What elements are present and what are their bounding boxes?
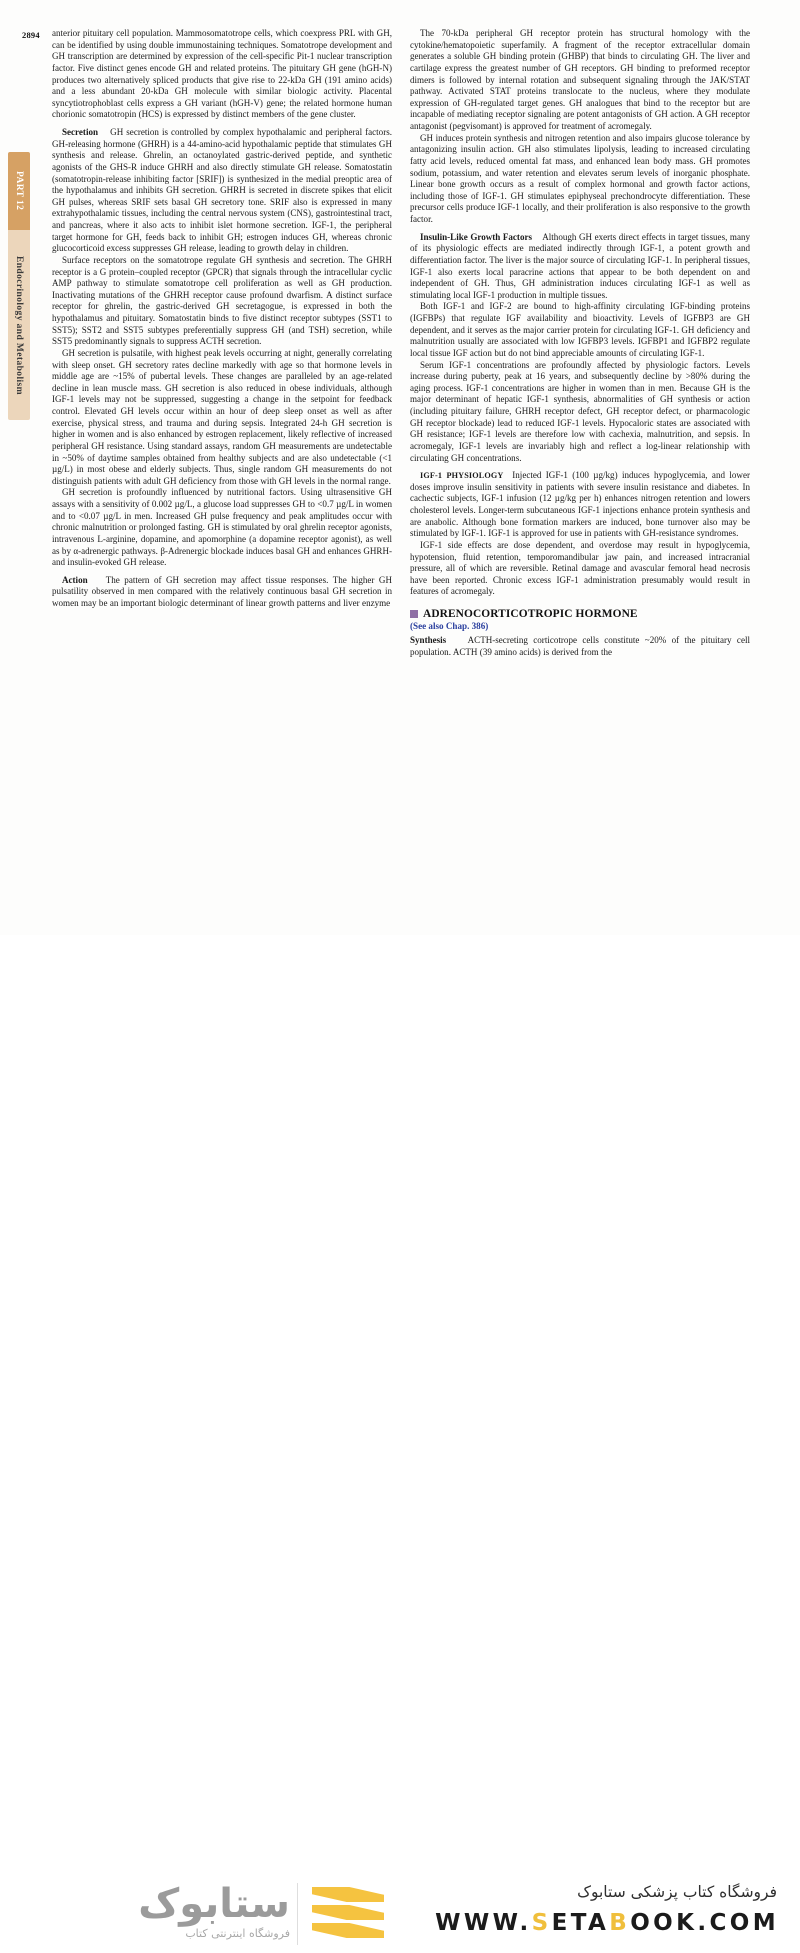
paragraph: IGF-1 side effects are dose dependent, and overdose may result in hypoglycemia, hypotension, fluid retention, temporomandibular jaw pain, and increased intracranial pressure, all of which are reversible. Retinal damage and avascular femoral head necrosis have been reported. Chronic excess IGF-1 administration presumably would result in features of acromegaly. bbox=[410, 539, 750, 597]
right-column bbox=[410, 28, 750, 928]
paragraph: GH secretion is profoundly influenced by nutritional factors. Using ultrasensitive GH assays with a sensitivity of 0.002 µg/L, a glucose load suppresses GH to <0.7 µg/L in women and to <0.07 µg/L in men. Increased GH pulse frequency and peak amplitudes occur with chronic malnutrition or prolonged fasting. GH is stimulated by oral ghrelin receptor agonists, intravenous L-arginine, dopamine, and apomorphine (a dopamine receptor agonist), as well as by α-adrenergic pathways. β-Adrenergic blockade induces basal GH and enhances GHRH- and insulin-evoked GH release. bbox=[52, 487, 392, 568]
run-in-head-secretion: Secretion bbox=[62, 127, 99, 137]
paragraph-insulin-like-growth-factors bbox=[410, 232, 750, 302]
section-heading-adrenocorticotropic-hormone bbox=[410, 608, 750, 620]
site-tagline-fa: فروشگاه کتاب پزشکی ستابوک bbox=[577, 1883, 777, 1901]
site-url-b: B bbox=[609, 1910, 631, 1936]
paragraph-text: GH secretion is controlled by complex hypothalamic and peripheral factors. GH-releasing hormone (GHRH) is a 44-amino-acid hypothalamic peptide that stimulates GH synthesis and release. Ghrelin, an octanoylated gastric-derived peptide, and synthetic agonists of the GHS-R induce GHRH and also directly stimulate GH release. Somatostatin (somatotropin-release inhibiting factor [SRIF]) is synthesized in the medial preoptic area of the hypothalamus and inhibits GH secretion. GHRH is secreted in discrete spikes that elicit GH pulses, whereas SRIF sets basal GH secretory tone. SRIF also is expressed in many extrahypothalamic tissues, including the central nervous system (CNS), gastrointestinal tract, and pancreas, where it also acts to inhibit islet hormone secretion. IGF-1, the peripheral target hormone for GH, feeds back to inhibit GH; estrogen induces GH, whereas chronic glucocorticoid excess suppresses GH release, leading to growth delay in children. bbox=[52, 127, 392, 254]
paragraph-igf1-physiology bbox=[410, 470, 750, 540]
part-title: Endocrinology and Metabolism bbox=[14, 255, 24, 395]
paragraph: Surface receptors on the somatotrope regulate GH synthesis and secretion. The GHRH receptor is a G protein–coupled receptor (GPCR) that signals through the intracellular cyclic AMP pathway to stimulate somatotrope cell proliferation as well as GH production. Inactivating mutations of the GHRH receptor cause profound dwarfism. A distinct surface receptor for ghrelin, the gastric-derived GH secretagogue, is expressed in both the hypothalamus and pituitary. Somatostatin binds to five distinct receptor subtypes (SST1 to SST5); SST2 and SST5 subtypes preferentially suppress GH (and TSH) secretion, while SST5 predominantly signals to suppress ACTH secretion. bbox=[52, 254, 392, 347]
setabook-logo-wordmark bbox=[60, 1881, 290, 1927]
paragraph-synthesis bbox=[410, 635, 750, 658]
logo-word-text: ستابوک bbox=[138, 1881, 290, 1927]
setabook-logo-tagline: فروشگاه اینترنتی کتاب bbox=[185, 1927, 290, 1940]
part-label: PART 12 bbox=[14, 171, 24, 211]
paragraph: Serum IGF-1 concentrations are profoundly affected by physiologic factors. Levels increase during puberty, peak at 16 years, and subsequently decline by >80% during the aging process. IGF-1 concentrations are higher in women than in men. Because GH is the major determinant of hepatic IGF-1 synthesis, abnormalities of GH synthesis or action (including pituitary failure, GHRH receptor defect, GH receptor defect, or pharmacologic GH receptor blockade) lead to reduced IGF-1 levels. Hypocaloric states are associated with GH resistance; IGF-1 levels are therefore low with cachexia, malnutrition, and sepsis. In acromegaly, IGF-1 levels are invariably high and reflect a log-linear relationship with circulating GH concentrations. bbox=[410, 359, 750, 463]
chevron-stack-icon bbox=[312, 1885, 390, 1945]
cross-reference-link[interactable]: (See also Chap. 386) bbox=[410, 621, 489, 631]
setabook-logo bbox=[60, 1877, 390, 1953]
site-url-mid: ETA bbox=[551, 1910, 610, 1936]
paragraph: The 70-kDa peripheral GH receptor protein has structural homology with the cytokine/hematopoietic superfamily. A fragment of the receptor extracellular domain generates a soluble GH binding protein (GHBP) that binds to circulating GH. The liver and cartilage express the greatest number of GH receptors. GH binding to preformed receptor dimers is followed by internal rotation and subsequent signaling through the JAK/STAT pathway. Activated STAT proteins translocate to the nucleus, where they modulate expression of GH-regulated target genes. GH analogues that bind to the receptor but are incapable of mediating receptor signaling are potent antagonists of GH action. A GH receptor antagonist (pegvisomant) is approved for treatment of acromegaly. bbox=[410, 28, 750, 131]
paragraph-text: Injected IGF-1 (100 µg/kg) induces hypoglycemia, and lower doses improve insulin sensitivity in patients with severe insulin resistance and diabetes. In cachectic subjects, IGF-1 infusion (12 µg/kg per h) enhances nitrogen retention and lowers cholesterol levels. Longer-term subcutaneous IGF-1 injections enhance protein synthesis and are anabolic. Although bone formation markers are induced, bone turnover also may be stimulated by IGF-1. IGF-1 is approved for use in patients with GH-resistance syndromes. bbox=[410, 470, 750, 539]
site-url[interactable] bbox=[435, 1910, 779, 1936]
chevron-icon bbox=[312, 1887, 384, 1902]
left-column bbox=[52, 28, 392, 928]
paragraph-action bbox=[52, 575, 392, 610]
paragraph: GH secretion is pulsatile, with highest peak levels occurring at night, generally correlating with sleep onset. GH secretory rates decline markedly with age so that hormone levels in middle age are ~15% of pubertal levels. These changes are paralleled by an age-related decline in lean muscle mass. GH secretion is also reduced in obese individuals, although IGF-1 levels may not be suppressed, suggesting a change in the setpoint for feedback control. Elevated GH levels occur within an hour of deep sleep onset as well as after exercise, physical stress, and trauma and during sepsis. Integrated 24-h GH secretion is higher in women and is also enhanced by estrogen replacement, likely reflective of increased peripheral GH resistance. Using standard assays, random GH measurements are undetectable in ~50% of daytime samples obtained from healthy subjects and are also undetectable (<1 µg/L) in most obese and elderly subjects. Thus, single random GH measurements do not distinguish patients with adult GH deficiency from those with GH levels in the normal range. bbox=[52, 347, 392, 486]
paragraph: anterior pituitary cell population. Mammosomatotrope cells, which coexpress PRL with GH, can be identified by using double immunostaining techniques. Somatotrope development and GH transcription are determined by expression of the cell-specific Pit-1 nuclear transcription factor. Five distinct genes encode GH and related proteins. The pituitary GH gene (hGH-N) produces two alternatively spliced products that give rise to 22-kDa GH (191 amino acids) and a less abundant 20-kDa GH molecule with similar biologic activity. Placental syncytiotrophoblast cells express a GH variant (hGH-V) gene; the related hormone human chorionic somatotropin (HCS) is expressed by distinct members of the gene cluster. bbox=[52, 28, 392, 120]
part-tab bbox=[8, 152, 30, 420]
site-branding bbox=[395, 1883, 785, 1953]
site-url-s: S bbox=[531, 1910, 552, 1936]
paragraph: GH induces protein synthesis and nitrogen retention and also impairs glucose tolerance by antagonizing insulin action. GH also stimulates lipolysis, leading to increased circulating fatty acid levels, reduced omental fat mass, and enhanced lean body mass. GH promotes sodium, potassium, and water retention and elevates serum levels of inorganic phosphate. Linear bone growth occurs as a result of complex hormonal and growth factor actions, including those of IGF-1. GH stimulates epiphyseal prechondrocyte differentiation. These precursor cells produce IGF-1 locally, and their proliferation is also responsive to the growth factor. bbox=[410, 132, 750, 224]
run-in-head-igf1-physiology: IGF-1 PHYSIOLOGY bbox=[420, 471, 504, 481]
part-tab-number-block bbox=[8, 152, 30, 230]
part-tab-title-block bbox=[8, 230, 30, 420]
logo-divider bbox=[297, 1883, 298, 1945]
chevron-icon bbox=[312, 1923, 384, 1938]
paragraph-secretion bbox=[52, 127, 392, 255]
footer-watermark-band bbox=[0, 935, 800, 1940]
paragraph-text: ACTH-secreting corticotrope cells constitute ~20% of the pituitary cell population. ACTH (39 amino acids) is derived from the bbox=[410, 635, 750, 657]
paragraph-text: Although GH exerts direct effects in target tissues, many of its physiologic effects are mediated indirectly through IGF-1, a potent growth and differentiation factor. The liver is the major source of circulating IGF-1. In peripheral tissues, IGF-1 also exerts local paracrine actions that appear to be both dependent on and independent of GH. Thus, GH administration induces circulating IGF-1 as well as stimulating local IGF-1 production in multiple tissues. bbox=[410, 231, 750, 300]
site-url-suffix: OOK.COM bbox=[630, 1910, 779, 1936]
run-in-head-synthesis: Synthesis bbox=[410, 635, 447, 645]
run-in-head-action: Action bbox=[62, 574, 88, 585]
paragraph-text: The pattern of GH secretion may affect tissue responses. The higher GH pulsatility observed in men compared with the relatively continuous basal GH secretion in women may be an important biologic determinant of linear growth patterns and liver enzyme bbox=[52, 574, 392, 608]
chevron-icon bbox=[312, 1905, 384, 1920]
article-body bbox=[52, 28, 750, 928]
section-heading-text: ADRENOCORTICOTROPIC HORMONE bbox=[423, 608, 638, 620]
site-url-prefix: WWW. bbox=[435, 1910, 532, 1936]
paragraph: Both IGF-1 and IGF-2 are bound to high-affinity circulating IGF-binding proteins (IGFBPs) that regulate IGF availability and bioactivity. Levels of IGFBP3 are GH dependent, and it serves as the major carrier protein for circulating IGF-1. GH deficiency and malnutrition usually are associated with low IGFBP3 levels. IGFBP1 and IGFBP2 regulate local tissue IGF action but do not bind appreciable amounts of circulating IGF-1. bbox=[410, 301, 750, 358]
square-bullet-icon bbox=[410, 610, 418, 618]
page-number: 2894 bbox=[22, 30, 40, 40]
run-in-head-igf: Insulin-Like Growth Factors bbox=[420, 231, 533, 242]
